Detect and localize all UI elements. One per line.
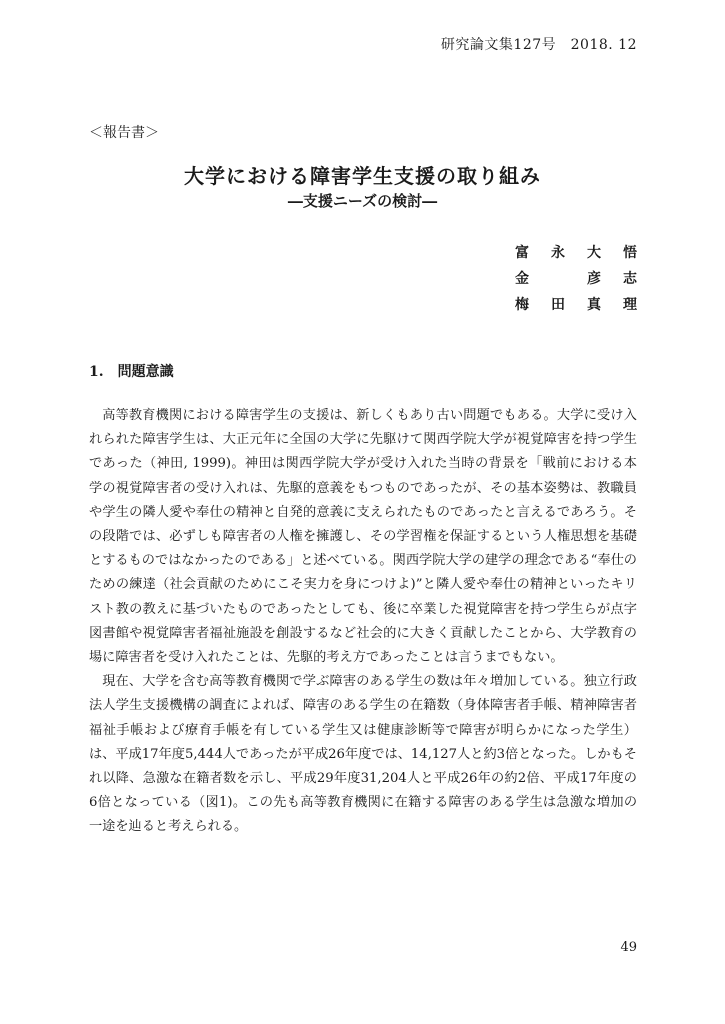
author-name: 富永大悟 bbox=[515, 245, 637, 261]
author-name: 金 彦志 bbox=[515, 271, 637, 287]
author-name: 梅田真理 bbox=[515, 297, 637, 313]
body-text bbox=[89, 404, 637, 840]
section-type-label: ＜報告書＞ bbox=[89, 125, 159, 141]
paragraph: 現在、大学を含む高等教育機関で学ぶ障害のある学生の数は年々増加している。独立行政法人学生支援機構の調査によれば、障害のある学生の在籍数（身体障害者手帳、精神障害者福祉手帳および療育手帳を有している学生又は健康診断等で障害が明らかになった学生）は、平成17年度5,444人であったが平成26年度では、14,127人と約3倍となった。しかもそれ以降、急激な在籍者数を示し、平成29年度31,204人と平成26年の約2倍、平成17年度の6倍となっている（図1)。この先も高等教育機関に在籍する障害のある学生は急激な増加の一途を辿ると考えられる。 bbox=[89, 674, 637, 835]
section-heading: 1. 問題意識 bbox=[89, 364, 174, 380]
running-head: 研究論文集127号 2018. 12 bbox=[440, 37, 637, 53]
article-title: 大学における障害学生支援の取り組み bbox=[184, 164, 541, 188]
article-subtitle: ―支援ニーズの検討― bbox=[287, 192, 438, 210]
paragraph: 高等教育機関における障害学生の支援は、新しくもあり古い問題でもある。大学に受け入れられた障害学生は、大正元年に全国の大学に先駆けて関西学院大学が視覚障害を持つ学生であった（神田, 1999)。神田は関西学院大学が受け入れた当時の背景を「戦前における本学の視覚障害者の受け入れは、先駆的意義をもつものであったが、その基本姿勢は、教職員や学生の隣人愛や奉仕の精神と自発的意義に支えられたものであったと言えるであろう。その段階では、必ずしも障害者の人権を擁護し、その学習権を保証するという人権思想を基礎とするものではなかったのである」と述べている。関西学院大学の建学の理念である“奉仕のための練達（社会貢献のためにこそ実力を身につけよ)”と隣人愛や奉仕の精神といったキリスト教の教えに基づいたものであったとしても、後に卒業した視覚障害を持つ学生らが点字図書館や視覚障害者福祉施設を創設するなど社会的に大きく貢献したことから、大学教育の場に障害者を受け入れたことは、先駆的考え方であったことは言うまでもない。 bbox=[89, 408, 637, 666]
page-number: 49 bbox=[620, 940, 637, 955]
author-list bbox=[515, 240, 637, 318]
